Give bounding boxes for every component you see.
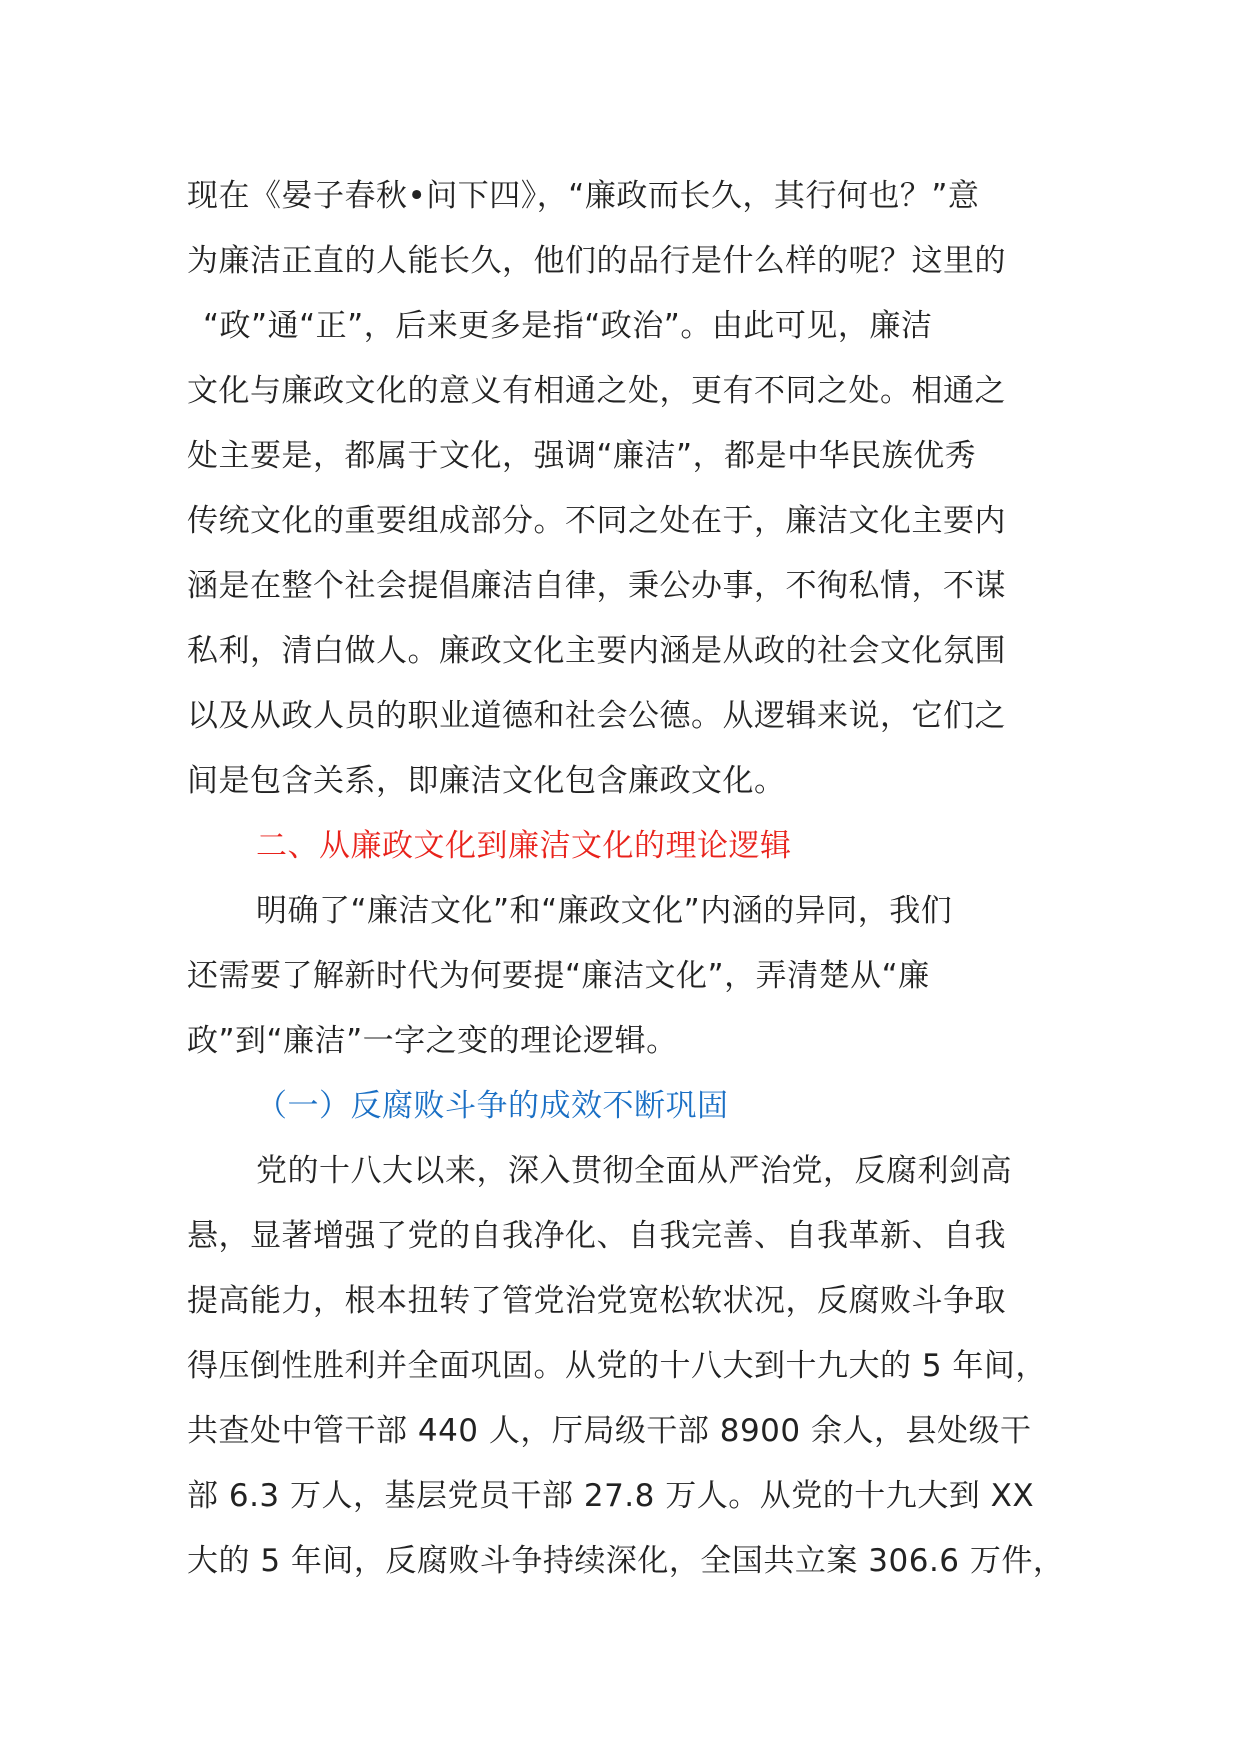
paragraph-line: 明确了“廉洁文化”和“廉政文化”内涵的异同，我们 bbox=[256, 893, 953, 929]
paragraph-line: 还需要了解新时代为何要提“廉洁文化”，弄清楚从“廉 bbox=[187, 958, 930, 994]
paragraph-line: 悬，显著增强了党的自我净化、自我完善、自我革新、自我 bbox=[187, 1218, 1006, 1254]
paragraph-line: 现在《晏子春秋•问下四》，“廉政而长久，其行何也？”意 bbox=[187, 178, 980, 214]
paragraph-line: “政”通“正”，后来更多是指“政治”。由此可见，廉洁 bbox=[203, 308, 933, 344]
paragraph-line: 共查处中管干部 440 人，厅局级干部 8900 余人，县处级干 bbox=[187, 1413, 1032, 1449]
paragraph-line: 为廉洁正直的人能长久，他们的品行是什么样的呢？这里的 bbox=[187, 243, 1006, 279]
paragraph-line: 文化与廉政文化的意义有相通之处，更有不同之处。相通之 bbox=[187, 373, 1006, 409]
paragraph-line: 政”到“廉洁”一字之变的理论逻辑。 bbox=[187, 1023, 678, 1059]
paragraph-line: 传统文化的重要组成部分。不同之处在于，廉洁文化主要内 bbox=[187, 503, 1006, 539]
paragraph-line: 得压倒性胜利并全面巩固。从党的十八大到十九大的 5 年间， bbox=[187, 1348, 1047, 1384]
paragraph-line: 处主要是，都属于文化，强调“廉洁”，都是中华民族优秀 bbox=[187, 438, 977, 474]
paragraph-line: 提高能力，根本扭转了管党治党宽松软状况，反腐败斗争取 bbox=[187, 1283, 1006, 1319]
paragraph-line: 部 6.3 万人，基层党员干部 27.8 万人。从党的十九大到 XX bbox=[187, 1478, 1035, 1514]
paragraph-line: 私利，清白做人。廉政文化主要内涵是从政的社会文化氛围 bbox=[187, 633, 1006, 669]
paragraph-line: 间是包含关系，即廉洁文化包含廉政文化。 bbox=[187, 763, 786, 799]
section-heading: 二、从廉政文化到廉洁文化的理论逻辑 bbox=[256, 828, 792, 864]
paragraph-line: 以及从政人员的职业道德和社会公德。从逻辑来说，它们之 bbox=[187, 698, 1006, 734]
paragraph-line: 涵是在整个社会提倡廉洁自律，秉公办事，不徇私情，不谋 bbox=[187, 568, 1006, 604]
paragraph-line: 大的 5 年间，反腐败斗争持续深化，全国共立案 306.6 万件， bbox=[187, 1543, 1065, 1579]
paragraph-line: 党的十八大以来，深入贯彻全面从严治党，反腐利剑高 bbox=[256, 1153, 1012, 1189]
subsection-heading: （一）反腐败斗争的成效不断巩固 bbox=[256, 1088, 729, 1124]
